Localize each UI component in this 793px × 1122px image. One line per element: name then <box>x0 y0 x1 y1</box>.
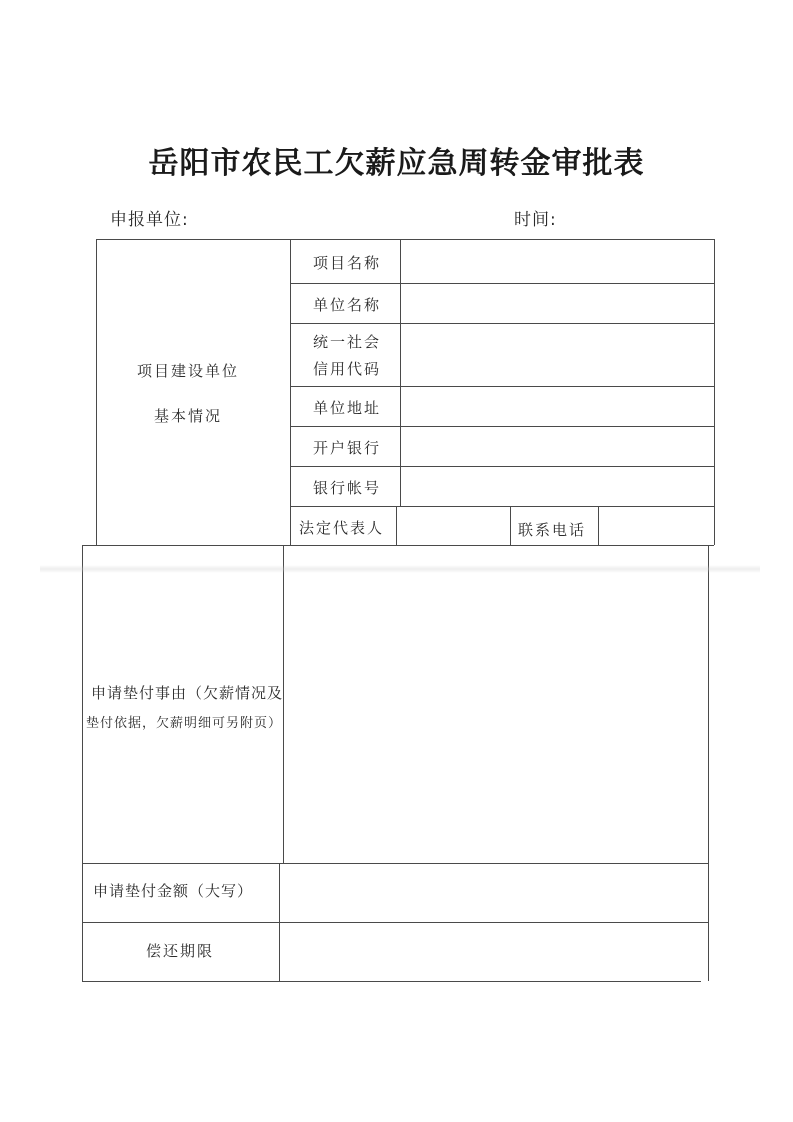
credit-code-field[interactable] <box>403 326 711 383</box>
unit-address-field[interactable] <box>403 389 711 423</box>
label-column-divider-upper <box>290 239 291 545</box>
project-name-field[interactable] <box>403 242 711 280</box>
phone-field[interactable] <box>601 509 711 542</box>
row-divider <box>290 323 714 324</box>
row-divider <box>290 506 714 507</box>
repayment-term-field[interactable] <box>283 925 705 978</box>
table-border-right-lower <box>708 545 709 981</box>
credit-code-label: 信用代码 <box>313 360 382 378</box>
bank-account-field[interactable] <box>403 469 711 503</box>
unit-name-label: 单位名称 <box>313 296 382 314</box>
table-border-right-upper <box>714 239 715 545</box>
section-divider <box>82 922 709 923</box>
basic-info-label: 项目建设单位 <box>137 362 240 380</box>
bank-label: 开户银行 <box>313 439 382 457</box>
unit-address-label: 单位地址 <box>313 399 382 417</box>
row-divider <box>290 426 714 427</box>
table-border-bottom <box>82 981 701 982</box>
section-divider <box>82 863 709 864</box>
unit-name-field[interactable] <box>403 286 711 320</box>
label-column-divider-lower <box>283 545 284 863</box>
page-title: 岳阳市农民工欠薪应急周转金审批表 <box>148 146 645 181</box>
time-label: 时间: <box>514 210 557 230</box>
bank-field[interactable] <box>403 429 711 463</box>
repayment-term-label: 偿还期限 <box>146 942 215 960</box>
phone-label-divider-right <box>598 506 599 545</box>
credit-code-label: 统一社会 <box>313 333 382 351</box>
legal-rep-field[interactable] <box>399 509 507 542</box>
phone-label-divider-left <box>510 506 511 545</box>
row-divider <box>290 466 714 467</box>
reason-label-note: 垫付依据，欠薪明细可另附页） <box>86 716 283 731</box>
amount-field[interactable] <box>283 866 705 919</box>
legal-rep-divider <box>396 506 397 545</box>
bank-account-label: 银行帐号 <box>313 479 382 497</box>
amount-label: 申请垫付金额（大写） <box>93 882 254 900</box>
phone-label: 联系电话 <box>518 521 587 539</box>
table-border-top <box>96 239 714 240</box>
applicant-unit-label: 申报单位: <box>110 210 189 230</box>
basic-info-label: 基本情况 <box>154 407 223 425</box>
table-border-left-upper <box>96 239 97 545</box>
row-divider <box>290 283 714 284</box>
row-divider <box>290 386 714 387</box>
reason-label <box>91 682 283 703</box>
section-divider <box>82 545 714 546</box>
reason-label-text: 申请垫付事由（欠薪情况及 <box>91 684 284 702</box>
scan-artifact <box>40 565 760 573</box>
table-border-left-lower <box>82 545 83 981</box>
project-name-label: 项目名称 <box>313 254 382 272</box>
reason-field[interactable] <box>287 549 705 860</box>
legal-rep-label: 法定代表人 <box>299 519 385 537</box>
